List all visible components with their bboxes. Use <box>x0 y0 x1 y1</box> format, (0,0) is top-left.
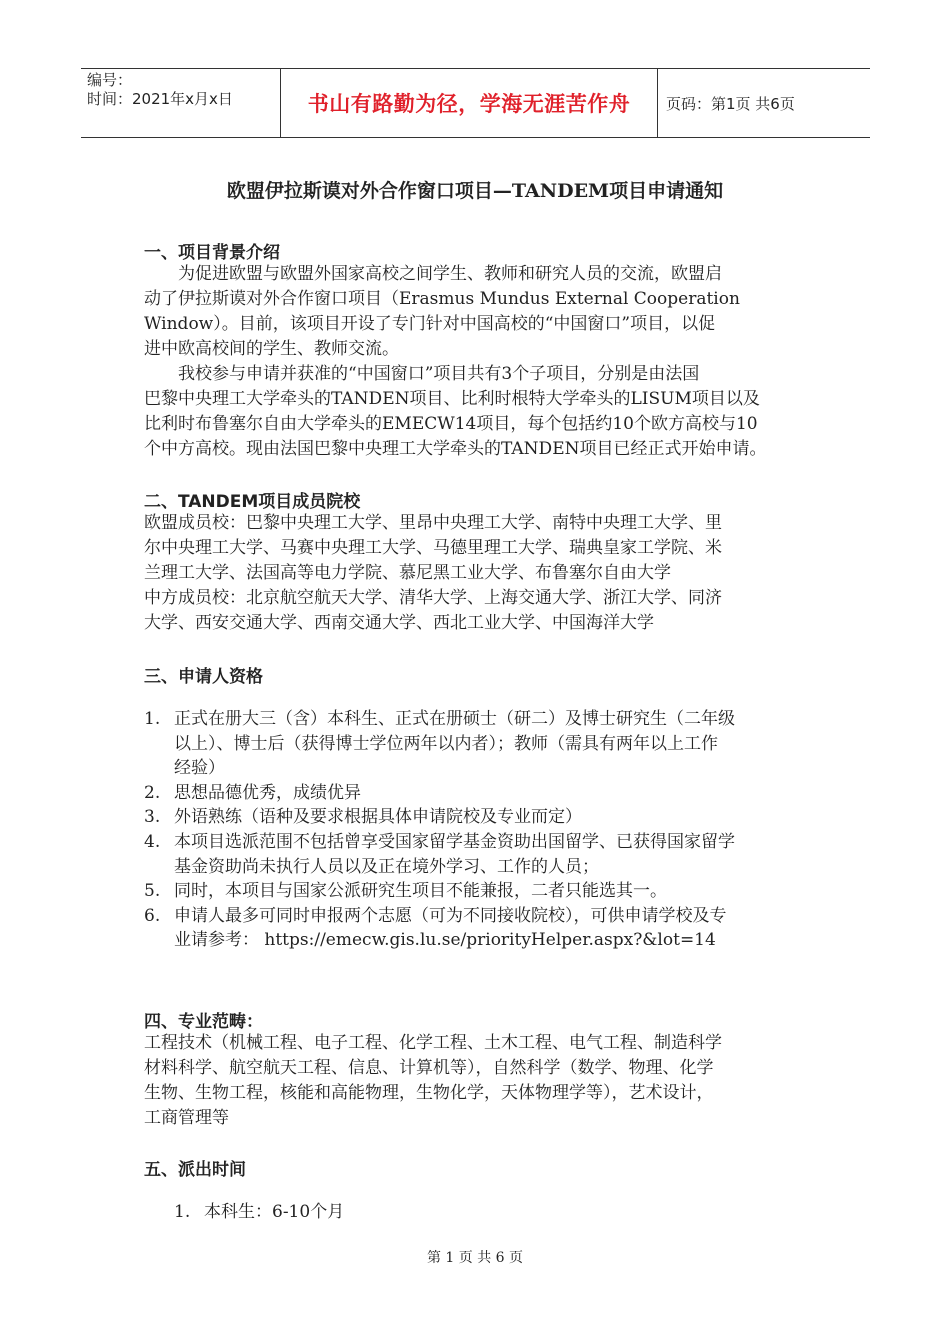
list-item-line: 外语熟练（语种及要求根据具体申请院校及专业而定） <box>174 807 582 828</box>
section-heading-duration: 五、派出时间 <box>144 1160 246 1180</box>
list-item-line: 基金资助尚未执行人员以及正在境外学习、工作的人员； <box>174 856 599 877</box>
section-heading-background: 一、项目背景介绍 <box>144 243 280 263</box>
list-item-line: 申请人最多可同时申报两个志愿（可为不同接收院校），可供申请学校及专 <box>174 905 727 926</box>
paragraph-line: 生物、生物工程，核能和高能物理，生物化学，天体物理学等），艺术设计， <box>144 1083 714 1103</box>
page-footer: 第 1 页 共 6 页 <box>426 1250 524 1266</box>
list-item-line: 以上）、博士后（获得博士学位两年以内者）；教师（需具有两年以上工作 <box>174 733 718 754</box>
priority-helper-link[interactable]: 业请参考： https://emecw.gis.lu.se/priorityHelper.aspx?&lot=14 <box>174 930 716 951</box>
paragraph-line: 我校参与申请并获准的“中国窗口”项目共有3个子项目，分别是由法国 <box>144 364 700 384</box>
list-item-number: 2. <box>144 782 161 803</box>
section-paragraph-fields <box>144 1031 816 1131</box>
list-item-line: 思想品德优秀，成绩优异 <box>174 782 361 803</box>
list-item <box>174 1200 846 1225</box>
doc-time-label: 时间：2021年x月x日 <box>87 90 233 108</box>
list-item <box>144 707 816 781</box>
paragraph-line: 工程技术（机械工程、电子工程、化学工程、土木工程、电气工程、制造科学 <box>144 1033 722 1053</box>
paragraph-line: 工商管理等 <box>144 1108 229 1128</box>
paragraph-line: 尔中央理工大学、马赛中央理工大学、马德里理工大学、瑞典皇家工学院、米 <box>144 538 722 558</box>
section-paragraph-background-2 <box>144 362 816 462</box>
list-item-line: 正式在册大三（含）本科生、正式在册硕士（研二）及博士研究生（二年级 <box>174 709 735 729</box>
section-heading-members: 二、TANDEM项目成员院校 <box>144 492 361 512</box>
list-item <box>144 781 816 806</box>
paragraph-line: 巴黎中央理工大学牵头的TANDEN项目、比利时根特大学牵头的LISUM项目以及 <box>144 389 760 409</box>
duration-list <box>174 1200 846 1225</box>
paragraph-line: 兰理工大学、法国高等电力学院、慕尼黑工业大学、布鲁塞尔自由大学 <box>144 563 671 583</box>
list-item-number: 6. <box>144 905 161 926</box>
list-item-number: 1. <box>174 1202 191 1222</box>
list-item-line: 本项目选派范围不包括曾享受国家留学基金资助出国留学、已获得国家留学 <box>174 831 735 852</box>
header-meta <box>81 69 281 137</box>
section-heading-eligibility: 三、申请人资格 <box>144 667 263 687</box>
paragraph-line: 动了伊拉斯谟对外合作窗口项目（Erasmus Mundus External Cooperation <box>144 289 740 309</box>
doc-number-label: 编号： <box>87 71 133 89</box>
paragraph-line: 大学、西安交通大学、西南交通大学、西北工业大学、中国海洋大学 <box>144 613 654 633</box>
section-heading-fields: 四、专业范畴： <box>144 1012 263 1032</box>
paragraph-line: 比利时布鲁塞尔自由大学牵头的EMECW14项目，每个包括约10个欧方高校与10 <box>144 414 758 434</box>
list-item-line: 同时，本项目与国家公派研究生项目不能兼报，二者只能选其一。 <box>174 881 667 902</box>
header-motto: 书山有路勤为径，学海无涯苦作舟 <box>281 69 658 137</box>
section-paragraph-members <box>144 511 816 636</box>
paragraph-line: 欧盟成员校：巴黎中央理工大学、里昂中央理工大学、南特中央理工大学、里 <box>144 513 722 533</box>
list-item <box>144 879 816 904</box>
list-item <box>144 805 816 830</box>
paragraph-line: 进中欧高校间的学生、教师交流。 <box>144 339 399 359</box>
eligibility-list <box>144 707 816 953</box>
list-item-number: 3. <box>144 807 161 828</box>
list-item-line: 本科生：6-10个月 <box>204 1202 345 1222</box>
section-paragraph-background-1 <box>144 262 816 362</box>
paragraph-line: 材料科学、航空航天工程、信息、计算机等），自然科学（数学、物理、化学 <box>144 1058 714 1078</box>
header-table <box>81 68 870 138</box>
list-item <box>144 904 816 953</box>
paragraph-line: 中方成员校：北京航空航天大学、清华大学、上海交通大学、浙江大学、同济 <box>144 588 722 608</box>
list-item <box>144 830 816 879</box>
list-item-line: 经验） <box>174 758 225 779</box>
paragraph-line: Window）。目前，该项目开设了专门针对中国高校的“中国窗口”项目，以促 <box>144 314 716 334</box>
paragraph-line: 为促进欧盟与欧盟外国家高校之间学生、教师和研究人员的交流，欧盟启 <box>144 264 722 284</box>
header-page-number: 页码：第1页 共6页 <box>666 94 795 113</box>
document-title: 欧盟伊拉斯谟对外合作窗口项目—TANDEM项目申请通知 <box>226 180 724 202</box>
list-item-number: 4. <box>144 831 161 852</box>
list-item-number: 1. <box>144 709 161 729</box>
paragraph-line: 个中方高校。现由法国巴黎中央理工大学牵头的TANDEN项目已经正式开始申请。 <box>144 439 767 459</box>
list-item-number: 5. <box>144 881 161 902</box>
